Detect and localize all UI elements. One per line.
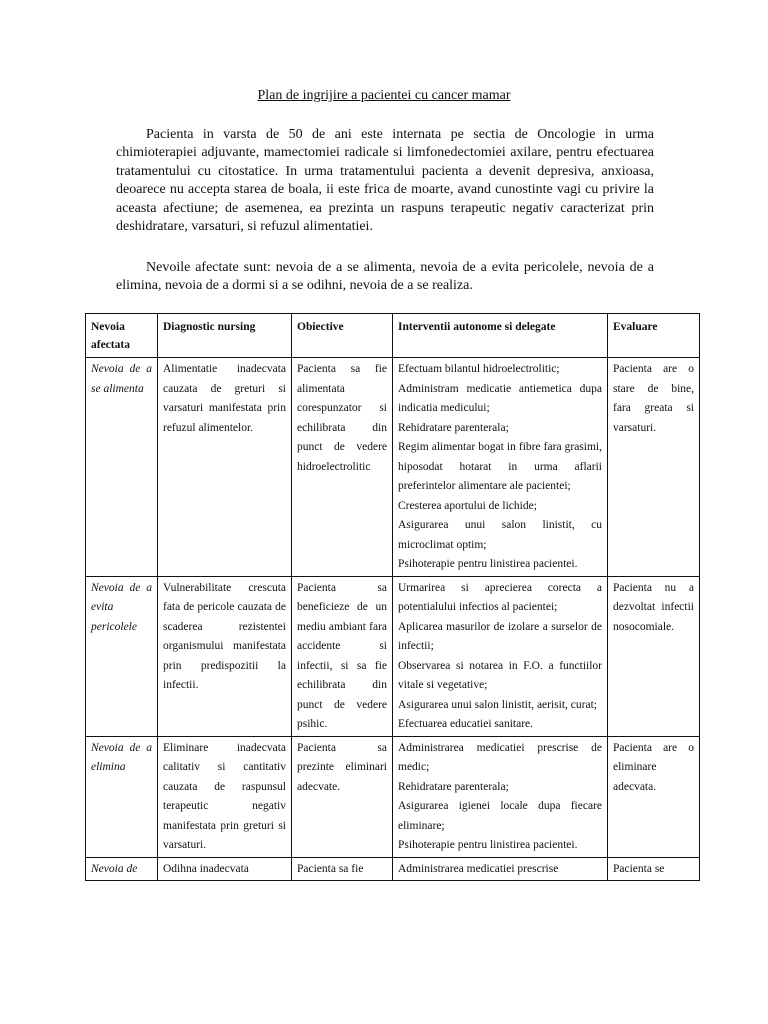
interventions-cell — [393, 857, 608, 881]
interventions-cell — [393, 358, 608, 577]
intervention-item: Asigurarea unui salon linistit, cu microclimat optim; — [398, 519, 602, 551]
header-evaluation: Evaluare — [608, 314, 700, 358]
objective-cell: Pacienta sa fie alimentata corespunzator si echilibrata din punct de vedere hidroelectrolitic — [292, 358, 393, 577]
intervention-item: Observarea si notarea in F.O. a functiilor vitale si vegetative; — [398, 659, 602, 691]
header-interventions: Interventii autonome si delegate — [393, 314, 608, 358]
intervention-item: Rehidratare parenterala; — [398, 780, 509, 793]
table-row — [86, 358, 700, 577]
need-cell: Nevoia de a elimina — [86, 736, 158, 857]
intervention-item: Psihoterapie pentru linistirea pacientei. — [398, 839, 578, 851]
interventions-cell — [393, 736, 608, 857]
evaluation-cell: Pacienta se — [608, 857, 700, 881]
objective-cell: Pacienta sa fie — [292, 857, 393, 881]
intervention-item: Efectuarea educatiei sanitare. — [398, 718, 534, 730]
needs-paragraph: Nevoile afectate sunt: nevoia de a se alimenta, nevoia de a evita pericolele, nevoia de a elimina, nevoia de a dormi si a se odihni, nevoia de a se realiza. — [116, 260, 654, 294]
diagnostic-cell: Vulnerabilitate crescuta fata de pericole cauzata de scaderea rezistentei organismului manifestata prin predispozitii la infectii. — [158, 576, 292, 736]
intervention-item: Cresterea aportului de lichide; — [398, 499, 537, 512]
interventions-cell — [393, 576, 608, 736]
header-need: Nevoia afectata — [86, 314, 158, 358]
evaluation-cell: Pacienta nu a dezvoltat infectii nosocomiale. — [608, 576, 700, 736]
objective-cell: Pacienta sa prezinte eliminari adecvate. — [292, 736, 393, 857]
diagnostic-cell: Eliminare inadecvata calitativ si cantitativ cauzata de raspunsul terapeutic negativ manifestata prin greturi si varsaturi. — [158, 736, 292, 857]
diagnostic-cell: Odihna inadecvata — [158, 857, 292, 881]
header-objective: Obiective — [292, 314, 393, 358]
intervention-item: Rehidratare parenterala; — [398, 421, 509, 434]
intervention-item: Urmarirea si aprecierea corecta a potentialului infectios al pacientei; — [398, 581, 602, 613]
intervention-item: Efectuam bilantul hidroelectrolitic; — [398, 363, 560, 375]
evaluation-cell: Pacienta are o stare de bine, fara greata si varsaturi. — [608, 358, 700, 577]
intervention-item: Asigurarea unui salon linistit, aerisit, curat; — [398, 698, 597, 711]
document-title: Plan de ingrijire a pacientei cu cancer mamar — [257, 88, 511, 103]
table-row-partial — [86, 857, 700, 881]
objective-cell: Pacienta sa beneficieze de un mediu ambiant fara accidente si infectii, si sa fie echilibrata din punct de vedere psihic. — [292, 576, 393, 736]
table-row — [86, 576, 700, 736]
need-cell: Nevoia de — [86, 857, 158, 881]
intervention-item: Regim alimentar bogat in fibre fara grasimi, hiposodat hotarat in urma aflarii preferintelor alimentare ale pacientei; — [398, 441, 602, 492]
intervention-item: Administrarea medicatiei prescrise — [398, 862, 559, 875]
intervention-item: Administram medicatie antiemetica dupa indicatia medicului; — [398, 382, 602, 414]
diagnostic-cell: Alimentatie inadecvata cauzata de greturi si varsaturi manifestata prin refuzul alimentelor. — [158, 358, 292, 577]
evaluation-cell: Pacienta are o eliminare adecvata. — [608, 736, 700, 857]
header-diagnostic: Diagnostic nursing — [158, 314, 292, 358]
table-row — [86, 736, 700, 857]
table-header-row — [86, 314, 700, 358]
intro-paragraph: Pacienta in varsta de 50 de ani este internata pe sectia de Oncologie in urma chimioterapiei adjuvante, mamectomiei radicale si limfonedectomiei axilare, pentru efectuarea tratamentului cu citostatice. In urma tratamentului pacienta a devenit depresiva, anxioasa, deoarece nu accepta starea de boala, ii este frica de moarte, avand cunostinte vagi cu privire la aceasta afectiune; de asemenea, ea prezinta un raspuns terapeutic negativ caracterizat prin deshidratare, varsaturi, si refuzul alimentatiei. — [116, 127, 654, 235]
need-cell: Nevoia de a evita pericolele — [86, 576, 158, 736]
intervention-item: Administrarea medicatiei prescrise de medic; — [398, 741, 602, 773]
care-plan-table — [85, 313, 700, 881]
intervention-item: Asigurarea igienei locale dupa fiecare eliminare; — [398, 800, 602, 832]
intervention-item: Aplicarea masurilor de izolare a surselor de infectii; — [398, 620, 602, 652]
need-cell: Nevoia de a se alimenta — [86, 358, 158, 577]
intervention-item: Psihoterapie pentru linistirea pacientei. — [398, 558, 578, 570]
